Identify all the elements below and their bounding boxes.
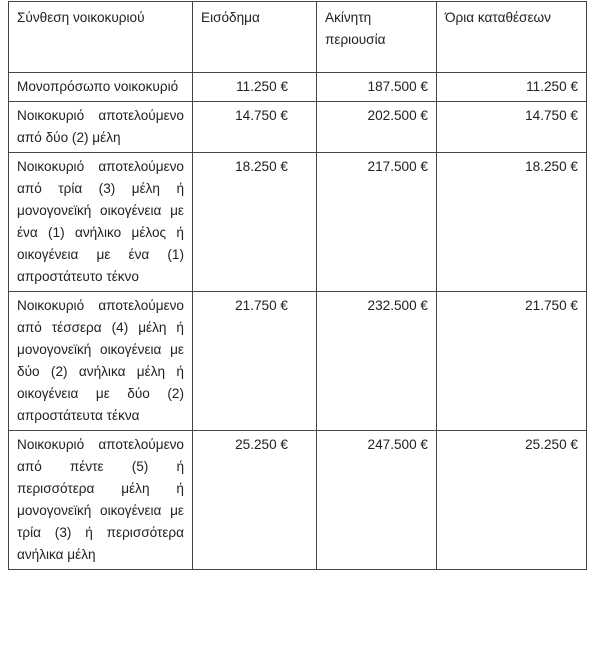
header-row (9, 2, 587, 73)
row-deposits: 25.250 € (437, 431, 587, 570)
table-row (9, 431, 587, 570)
row-deposits: 14.750 € (437, 102, 587, 153)
header-income: Εισόδημα (193, 2, 317, 73)
header-deposit-limits: Όρια καταθέσεων (437, 2, 587, 73)
eligibility-table (8, 1, 587, 570)
row-income: 25.250 € (193, 431, 317, 570)
row-income: 21.750 € (193, 292, 317, 431)
row-property: 232.500 € (317, 292, 437, 431)
header-real-estate: Ακίνητη περιουσία (317, 2, 437, 73)
header-household-composition: Σύνθεση νοικοκυριού (9, 2, 193, 73)
table-row (9, 73, 587, 102)
row-category: Νοικοκυριό αποτελούμενο από πέντε (5) ή περισσότερα μέλη ή μονογονεϊκή οικογένεια με τρία (3) ή περισσότερα ανήλικα μέλη (9, 431, 193, 570)
row-category: Νοικοκυριό αποτελούμενο από τέσσερα (4) μέλη ή μονογονεϊκή οικογένεια με δύο (2) ανήλικα μέλη ή οικογένεια με δύο (2) απροστάτευτα τέκνα (9, 292, 193, 431)
row-category: Νοικοκυριό αποτελούμενο από τρία (3) μέλη ή μονογονεϊκή οικογένεια με ένα (1) ανήλικο μέλος ή οικογένεια με ένα (1) απροστάτευτο τέκνο (9, 153, 193, 292)
row-income: 18.250 € (193, 153, 317, 292)
table-row (9, 153, 587, 292)
table-row (9, 102, 587, 153)
row-property: 217.500 € (317, 153, 437, 292)
row-property: 187.500 € (317, 73, 437, 102)
row-income: 14.750 € (193, 102, 317, 153)
table-row (9, 292, 587, 431)
row-category: Μονοπρόσωπο νοικοκυριό (9, 73, 193, 102)
row-property: 202.500 € (317, 102, 437, 153)
row-deposits: 21.750 € (437, 292, 587, 431)
row-deposits: 18.250 € (437, 153, 587, 292)
row-category: Νοικοκυριό αποτελούμενο από δύο (2) μέλη (9, 102, 193, 153)
row-property: 247.500 € (317, 431, 437, 570)
row-income: 11.250 € (193, 73, 317, 102)
row-deposits: 11.250 € (437, 73, 587, 102)
